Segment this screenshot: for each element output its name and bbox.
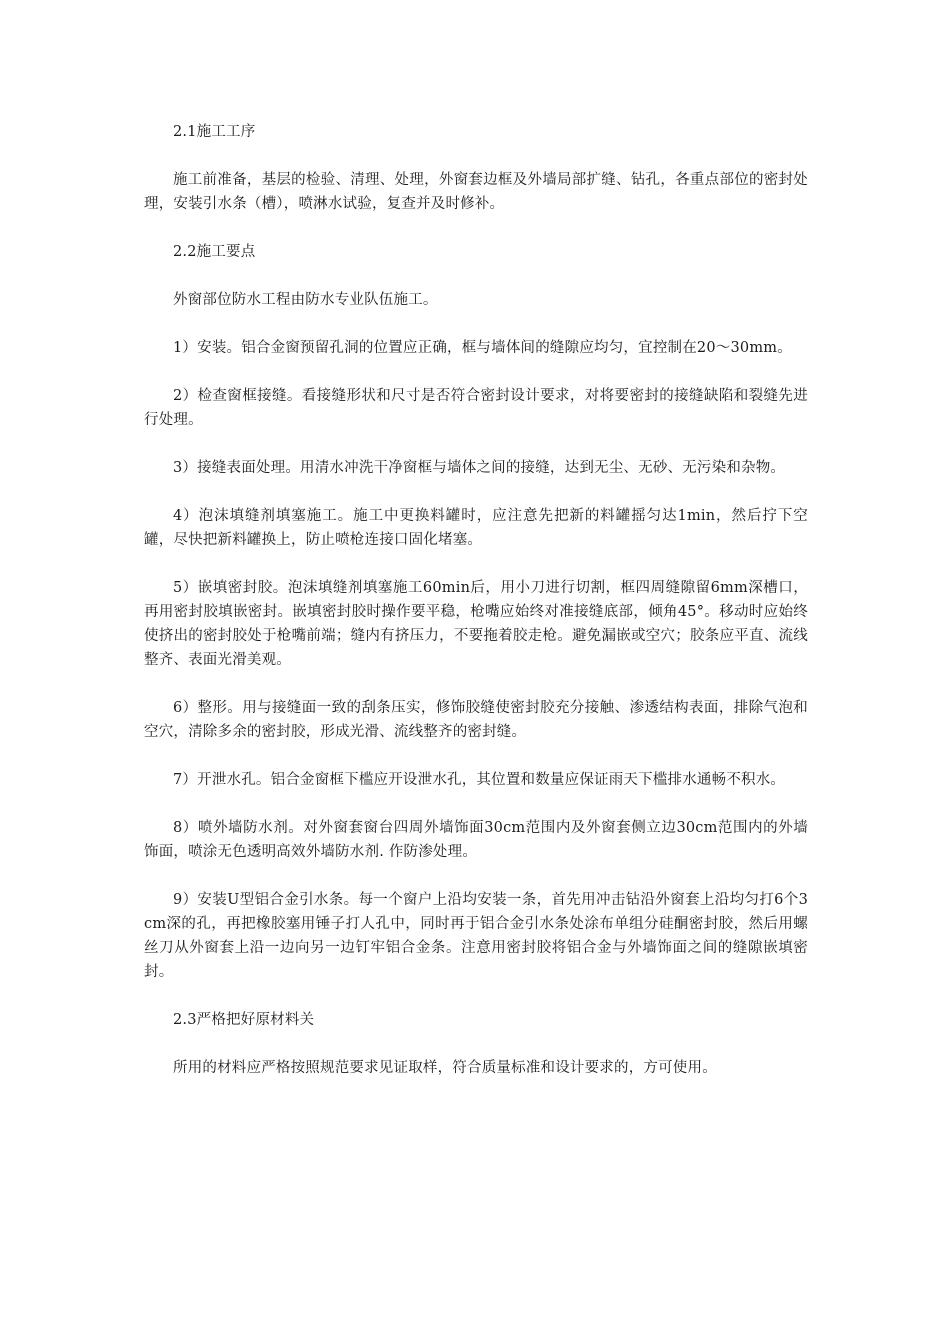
paragraph-materials: 所用的材料应严格按照规范要求见证取样，符合质量标准和设计要求的，方可使用。 (173, 1060, 717, 1076)
list-item-5-sealant: 5）嵌填密封胶。泡沫填缝剂填塞施工60min后，用小刀进行切割，框四周缝隙留6mm深槽口，再用密封胶填嵌密封。嵌填密封胶时操作要平稳，枪嘴应始终对准接缝底部，倾角45°。移动时应始终使挤出的密封胶处于枪嘴前端；缝内有挤压力，不要拖着胶走枪。避免漏嵌或空穴；胶条应平直、流线整齐、表面光滑美观。 (144, 580, 808, 668)
paragraph-team: 外窗部位防水工程由防水专业队伍施工。 (173, 292, 438, 308)
section-heading-2-3: 2.3严格把好原材料关 (173, 1012, 315, 1028)
paragraph-process: 施工前准备，基层的检验、清理、处理，外窗套边框及外墙局部扩缝、钻孔，各重点部位的密封处理，安装引水条（槽），喷淋水试验，复查并及时修补。 (144, 172, 808, 212)
section-heading-2-1: 2.1施工工序 (173, 124, 256, 140)
section-heading-2-2: 2.2施工要点 (173, 244, 256, 260)
list-item-9-drip-strip: 9）安装U型铝合金引水条。每一个窗户上沿均安装一条，首先用冲击钻沿外窗套上沿均匀打6个3cm深的孔，再把橡胶塞用锤子打人孔中，同时再于铝合金引水条处涂布单组分硅酮密封胶，然后用螺丝刀从外窗套上沿一边向另一边钉牢铝合金条。注意用密封胶将铝合金与外墙饰面之间的缝隙嵌填密封。 (144, 892, 808, 980)
list-item-2-inspect: 2）检查窗框接缝。看接缝形状和尺寸是否符合密封设计要求，对将要密封的接缝缺陷和裂缝先进行处理。 (144, 388, 808, 428)
list-item-3-surface: 3）接缝表面处理。用清水冲洗干净窗框与墙体之间的接缝，达到无尘、无砂、无污染和杂物。 (173, 460, 786, 476)
document-body (144, 120, 808, 1104)
list-item-8-waterproof: 8）喷外墙防水剂。对外窗套窗台四周外墙饰面30cm范围内及外窗套侧立边30cm范围内的外墙饰面，喷涂无色透明高效外墙防水剂. 作防渗处理。 (144, 820, 808, 860)
list-item-7-drain-holes: 7）开泄水孔。铝合金窗框下槛应开设泄水孔，其位置和数量应保证雨天下槛排水通畅不积水。 (173, 772, 786, 788)
list-item-1-install: 1）安装。铝合金窗预留孔洞的位置应正确，框与墙体间的缝隙应均匀，宜控制在20～30mm。 (173, 340, 792, 356)
list-item-4-foam: 4）泡沫填缝剂填塞施工。施工中更换料罐时，应注意先把新的料罐摇匀达1min，然后拧下空罐，尽快把新料罐换上，防止喷枪连接口固化堵塞。 (144, 508, 808, 548)
list-item-6-shaping: 6）整形。用与接缝面一致的刮条压实，修饰胶缝使密封胶充分接触、渗透结构表面，排除气泡和空穴，清除多余的密封胶，形成光滑、流线整齐的密封缝。 (144, 700, 808, 740)
